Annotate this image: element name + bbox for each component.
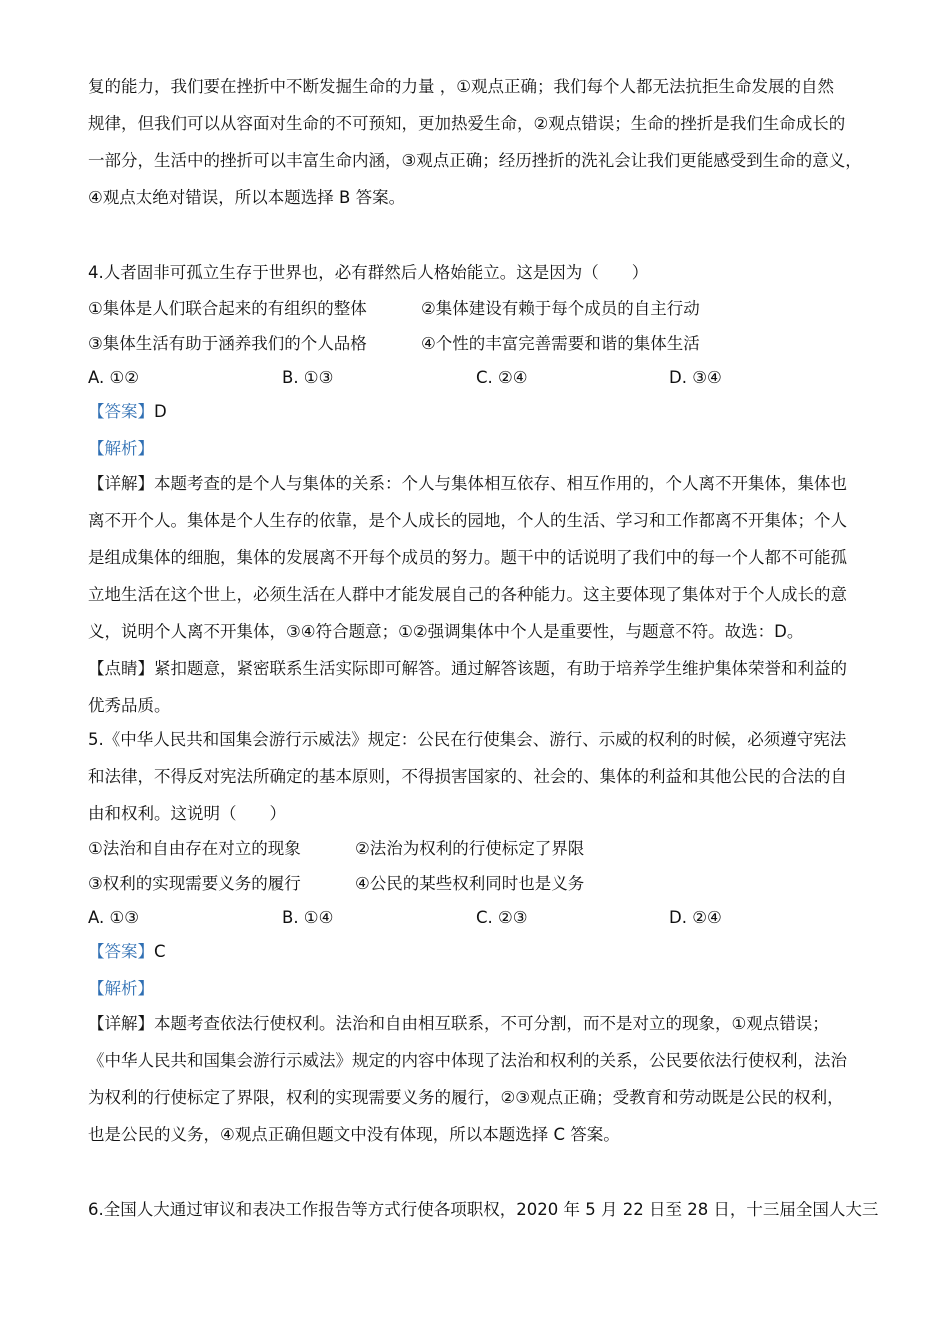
q5-answer-label: 【答案】: [88, 942, 154, 961]
q5-statement-1: ①法治和自由存在对立的现象: [88, 839, 301, 858]
q4-tip-label: 【点睛】: [88, 659, 154, 678]
intro-line-2: 规律，但我们可以从容面对生命的不可预知，更加热爱生命，②观点错误；生命的挫折是我们生命成长的: [88, 114, 846, 133]
q6-stem: 6.全国人大通过审议和表决工作报告等方式行使各项职权，2020 年 5 月 22 日至 28 日，十三届全国人大三: [88, 1200, 879, 1219]
q5-stem-line-2: 和法律，不得反对宪法所确定的基本原则，不得损害国家的、社会的、集体的利益和其他公民的合法的自: [88, 767, 847, 786]
intro-line-4: ④观点太绝对错误，所以本题选择 B 答案。: [88, 188, 406, 207]
intro-line-1: 复的能力，我们要在挫折中不断发掘生命的力量 ，①观点正确；我们每个人都无法抗拒生命发展的自然: [88, 77, 835, 96]
q5-statement-2: ②法治为权利的行使标定了界限: [355, 839, 585, 858]
q5-statement-4: ④公民的某些权利同时也是义务: [355, 874, 585, 893]
q5-analysis-label: 【解析】: [88, 979, 154, 998]
intro-line-3: 一部分，生活中的挫折可以丰富生命内涵，③观点正确；经历挫折的洗礼会让我们更能感受到生命的意义，: [88, 151, 862, 170]
q4-statement-4: ④个性的丰富完善需要和谐的集体生活: [421, 334, 700, 353]
q4-detail-line-4: 立地生活在这个世上，必须生活在人群中才能发展自己的各种能力。这主要体现了集体对于个人成长的意: [88, 585, 847, 604]
q4-answer: [88, 401, 167, 423]
q4-analysis-label: 【解析】: [88, 439, 154, 458]
q5-choice-d: D. ②④: [669, 908, 722, 927]
q5-choice-c: C. ②③: [476, 908, 528, 927]
q4-statement-1: ①集体是人们联合起来的有组织的整体: [88, 299, 367, 318]
q4-stem: 4.人者固非可孤立生存于世界也，必有群然后人格始能立。这是因为（ ）: [88, 263, 649, 282]
q4-choice-a: A. ①②: [88, 368, 140, 387]
q4-answer-label: 【答案】: [88, 402, 154, 421]
q4-detail-line-5: 义，说明个人离不开集体，③④符合题意；①②强调集体中个人是重要性，与题意不符。故选：D。: [88, 622, 804, 641]
q4-choice-b: B. ①③: [282, 368, 334, 387]
q4-detail-line-2: 离不开个人。集体是个人生存的依靠，是个人成长的园地，个人的生活、学习和工作都离不开集体；个人: [88, 511, 847, 530]
q4-tip-line-1: 【点睛】紧扣题意，紧密联系生活实际即可解答。通过解答该题，有助于培养学生维护集体荣誉和利益的: [88, 659, 847, 678]
q5-detail-line-3: 为权利的行使标定了界限，权利的实现需要义务的履行，②③观点正确；受教育和劳动既是公民的权利，: [88, 1088, 844, 1107]
q5-stem-line-3: 由和权利。这说明（ ）: [88, 804, 286, 823]
q5-statement-3: ③权利的实现需要义务的履行: [88, 874, 301, 893]
q5-choice-b: B. ①④: [282, 908, 334, 927]
q4-answer-value: D: [154, 402, 167, 421]
q4-detail-line-1: 【详解】本题考查的是个人与集体的关系：个人与集体相互依存、相互作用的，个人离不开集体，集体也: [88, 474, 847, 493]
q4-choice-d: D. ③④: [669, 368, 722, 387]
q4-statement-2: ②集体建设有赖于每个成员的自主行动: [421, 299, 700, 318]
q4-tip-line-2: 优秀品质。: [88, 696, 171, 715]
q5-detail-line-1: 【详解】本题考查依法行使权利。法治和自由相互联系，不可分割，而不是对立的现象，①观点错误；: [88, 1014, 829, 1033]
q5-detail-line-2: 《中华人民共和国集会游行示威法》规定的内容中体现了法治和权利的关系，公民要依法行使权利，法治: [88, 1051, 847, 1070]
q5-choice-a: A. ①③: [88, 908, 140, 927]
q5-stem-line-1: 5.《中华人民共和国集会游行示威法》规定：公民在行使集会、游行、示威的权利的时候，必须遵守宪法: [88, 730, 847, 749]
q5-answer: [88, 941, 166, 963]
q4-statement-3: ③集体生活有助于涵养我们的个人品格: [88, 334, 367, 353]
q5-detail-label: 【详解】: [88, 1014, 154, 1033]
q5-answer-value: C: [154, 942, 166, 961]
q4-choice-c: C. ②④: [476, 368, 528, 387]
q4-detail-line-3: 是组成集体的细胞，集体的发展离不开每个成员的努力。题干中的话说明了我们中的每一个人都不可能孤: [88, 548, 847, 567]
q4-detail-label: 【详解】: [88, 474, 154, 493]
q5-detail-line-4: 也是公民的义务，④观点正确但题文中没有体现，所以本题选择 C 答案。: [88, 1125, 620, 1144]
